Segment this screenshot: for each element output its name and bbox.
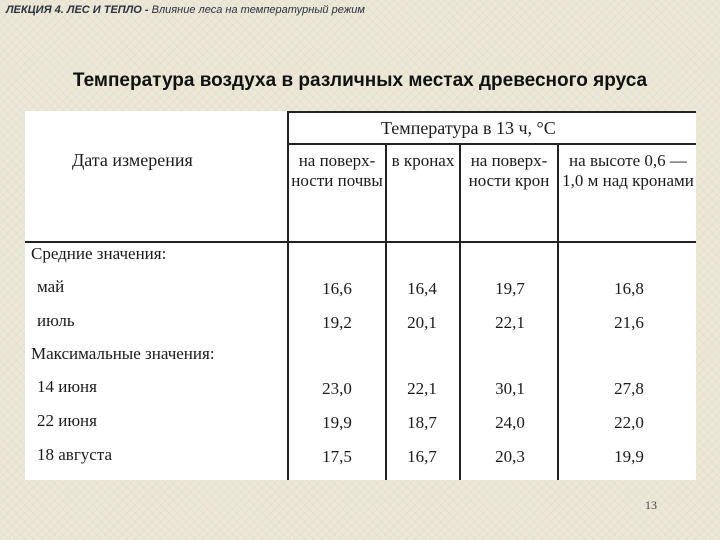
table-rule-col-0: [287, 111, 289, 480]
section-label-average: Средние значения:: [31, 244, 167, 263]
date-column-header: Дата измерения: [72, 150, 193, 170]
cell-value: 20,3: [495, 447, 525, 466]
cell-value: 16,6: [322, 279, 352, 298]
header-separator: -: [144, 4, 149, 16]
row-date: 14 июня: [37, 377, 97, 396]
cell-value: 22,1: [407, 379, 437, 398]
row-date: 22 июня: [37, 411, 97, 430]
lecture-topic: Влияние леса на температурный режим: [151, 4, 365, 16]
cell-value: 16,7: [407, 447, 437, 466]
slide-header: [6, 4, 365, 16]
cell-value: 16,8: [614, 279, 644, 298]
cell-value: 16,4: [407, 279, 437, 298]
section-label-maximum: Максимальные значения:: [31, 344, 215, 363]
row-date: 18 августа: [37, 445, 113, 464]
cell-value: 19,9: [614, 447, 644, 466]
lecture-title: ЛЕКЦИЯ 4. ЛЕС И ТЕПЛО: [6, 4, 142, 16]
slide-title: Температура воздуха в различных местах древесного яруса: [72, 70, 648, 91]
table-rule-group: [287, 143, 696, 145]
page-number: 13: [645, 498, 657, 512]
cell-value: 22,1: [495, 313, 525, 332]
cell-value: 21,6: [614, 313, 644, 332]
cell-value: 19,7: [495, 279, 525, 298]
group-header: Температура в 13 ч, °С: [381, 118, 556, 138]
cell-value: 24,0: [495, 413, 525, 432]
cell-value: 19,9: [322, 413, 352, 432]
cell-value: 20,1: [407, 313, 437, 332]
cell-value: 27,8: [614, 379, 644, 398]
cell-value: 30,1: [495, 379, 525, 398]
column-header-above-crowns: на высоте 0,6 — 1,0 м над кронами: [562, 151, 694, 190]
column-header-soil: на поверх-ности почвы: [291, 151, 383, 190]
cell-value: 23,0: [322, 379, 352, 398]
cell-value: 18,7: [407, 413, 437, 432]
cell-value: 17,5: [322, 447, 352, 466]
cell-value: 19,2: [322, 313, 352, 332]
table-rule-col-1: [385, 144, 387, 480]
row-date: июль: [37, 311, 75, 330]
temperature-table: [25, 111, 696, 480]
table-rule-col-2: [459, 144, 461, 480]
column-header-crown-surface: на поверх-ности крон: [468, 151, 550, 190]
table-rule-top: [287, 111, 696, 113]
cell-value: 22,0: [614, 413, 644, 432]
table-rule-header-bottom: [25, 241, 696, 243]
table-rule-col-3: [557, 144, 559, 480]
row-date: май: [37, 277, 65, 296]
column-header-crowns: в кронах: [391, 151, 455, 170]
